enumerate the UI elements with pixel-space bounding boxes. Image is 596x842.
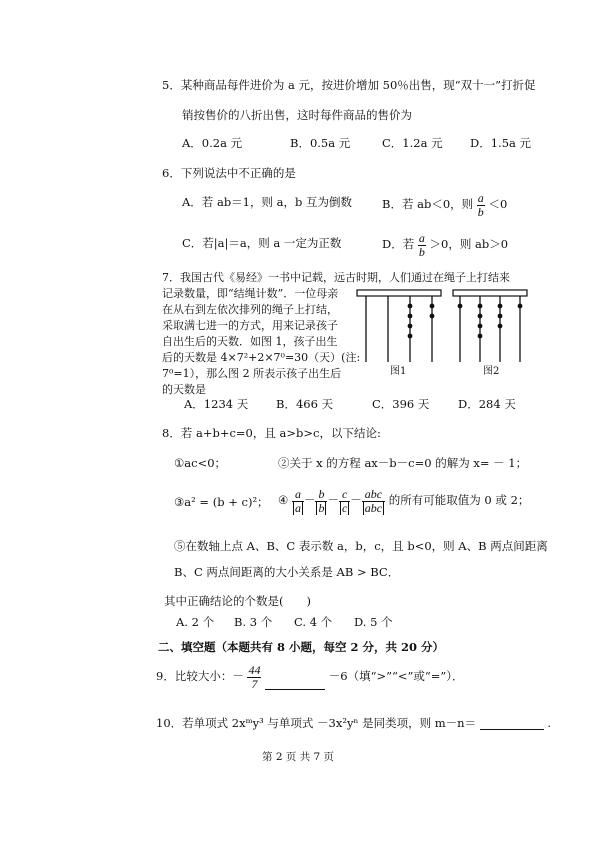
q9-fraction bbox=[247, 664, 261, 690]
term-a-fraction bbox=[292, 488, 304, 514]
figure-2-label: 图2 bbox=[483, 366, 500, 377]
q8-option-c: C. 4 个 bbox=[294, 615, 333, 629]
q7-line-2: 记录数量，即“结绳计数”．一位母亲 bbox=[162, 287, 339, 300]
q6-stem: 6．下列说法中不正确的是 bbox=[162, 166, 296, 180]
fraction-numerator: b bbox=[315, 488, 327, 502]
fraction-denominator: 7 bbox=[251, 676, 258, 691]
fraction-numerator: 44 bbox=[248, 663, 261, 677]
q5-option-c: C．1.2a 元 bbox=[382, 136, 443, 150]
q7-line-8: 的天数是 bbox=[162, 383, 206, 396]
q6-option-d bbox=[382, 232, 508, 258]
q6-option-b-end: ＜0 bbox=[488, 197, 508, 212]
q5-option-a: A．0.2a 元 bbox=[182, 136, 243, 150]
fraction-numerator: abc bbox=[362, 488, 385, 502]
q7-option-d: D．284 天 bbox=[458, 397, 516, 411]
q7-line-3: 在从右到左依次排列的绳子上打结， bbox=[162, 303, 338, 316]
q7-line-6: 后的天数是 4×7²+2×7⁰=30（天）(注: bbox=[162, 351, 361, 364]
q7-line-1: 7．我国古代《易经》一书中记载，远古时期，人们通过在绳子上打结来 bbox=[162, 271, 510, 284]
conclusion-4-marker: ④ bbox=[278, 493, 289, 508]
q8-option-b: B. 3 个 bbox=[234, 615, 273, 629]
term-abc-fraction bbox=[362, 488, 385, 514]
q5-stem-line1: 5．某种商品每件进价为 a 元，按进价增加 50％出售，现“双十一”打折促 bbox=[162, 78, 536, 92]
fraction-denominator: c bbox=[341, 500, 348, 515]
q10 bbox=[156, 718, 551, 730]
fraction-denominator: b bbox=[318, 500, 325, 515]
q7-option-c: C．396 天 bbox=[372, 397, 430, 411]
fraction-denominator: b bbox=[418, 244, 425, 259]
q6-option-a: A．若 ab＝1，则 a，b 互为倒数 bbox=[182, 195, 353, 209]
q8-conclusion-3: ③a² = (b + c)²； bbox=[174, 495, 269, 509]
q8-option-a: A. 2 个 bbox=[176, 615, 215, 629]
knot-rope-figure-2 bbox=[452, 288, 528, 378]
q7-line-4: 采取满七进一的方式，用来记录孩子 bbox=[162, 319, 338, 332]
fraction-numerator: a bbox=[292, 488, 304, 502]
fraction-numerator: a bbox=[418, 231, 425, 245]
q6-option-d-fraction bbox=[418, 232, 426, 258]
q9 bbox=[156, 664, 464, 690]
figure-1-label: 图1 bbox=[390, 366, 407, 377]
q8-conclusion-5-line1: ⑤在数轴上点 A、B、C 表示数 a，b，c，且 b<0，则 A、B 两点间距离 bbox=[174, 539, 548, 553]
knot-rope-figure-1 bbox=[356, 288, 442, 378]
q8-conclusion-2: ②关于 x 的方程 ax－b－c=0 的解为 x= － 1； bbox=[278, 456, 528, 470]
fraction-denominator: a bbox=[294, 500, 301, 515]
q7-line-5: 自出生后的天数．如图 1，孩子出生 bbox=[162, 335, 338, 348]
term-c-fraction bbox=[339, 488, 350, 514]
q9-prefix: 9．比较大小：－ bbox=[156, 669, 244, 684]
q10-end: . bbox=[547, 716, 552, 730]
q8-conclusion-4: ④ $\frac{a}{a}$ － $\frac{b}{b}$ － $\frac{c}{c}$ － $\frac{\text{abc}}{\text{abc}}$ 的所有可能取值为 0 或 2； bbox=[278, 487, 530, 515]
q8-conclusion-5-line2: B、C 两点间距离的大小关系是 AB > BC． bbox=[174, 565, 400, 579]
q6-option-b bbox=[382, 192, 507, 218]
q6-option-d-text: D．若 bbox=[382, 237, 415, 252]
q7-line-7: 7⁰=1），那么图 2 所表示孩子出生后 bbox=[162, 367, 342, 380]
q6-option-c: C．若|a|＝a，则 a 一定为正数 bbox=[182, 236, 342, 250]
fraction-numerator: a bbox=[477, 191, 484, 205]
q7-option-a: A．1234 天 bbox=[184, 397, 249, 411]
q5-stem-line2: 销按售价的八折出售，这时每件商品的售价为 bbox=[182, 108, 412, 122]
q10-text: 10．若单项式 2xᵐy³ 与单项式 －3x²yⁿ 是同类项，则 m－n＝ bbox=[156, 716, 477, 730]
q8-conclusion-1: ①ac<0； bbox=[174, 456, 227, 470]
page-footer: 第 2 页 共 7 页 bbox=[262, 751, 335, 763]
q6-option-b-text: B．若 ab＜0，则 bbox=[382, 197, 474, 212]
q8-option-d: D. 5 个 bbox=[354, 615, 393, 629]
conclusion-4-suffix: 的所有可能取值为 0 或 2； bbox=[388, 493, 530, 508]
q6-option-d-end: ＞0，则 ab＞0 bbox=[429, 237, 509, 252]
fraction-denominator: b bbox=[477, 204, 484, 219]
fraction-denominator: abc bbox=[364, 500, 383, 515]
q10-answer-blank[interactable] bbox=[480, 729, 544, 730]
q8-summary: 其中正确结论的个数是( ) bbox=[164, 594, 311, 608]
q9-answer-blank[interactable] bbox=[265, 689, 325, 690]
fraction-numerator: c bbox=[339, 488, 350, 502]
q8-stem: 8．若 a+b+c=0，且 a>b>c，以下结论: bbox=[162, 426, 381, 440]
section-2-heading: 二、填空题（本题共有 8 小题，每空 2 分，共 20 分） bbox=[158, 640, 445, 654]
q6-option-b-fraction bbox=[477, 192, 485, 218]
q5-option-b: B．0.5a 元 bbox=[290, 136, 351, 150]
q9-suffix: －6（填“>”“<”或“=”）． bbox=[328, 669, 464, 684]
q5-option-d: D．1.5a 元 bbox=[470, 136, 532, 150]
term-b-fraction bbox=[315, 488, 327, 514]
q7-option-b: B．466 天 bbox=[276, 397, 334, 411]
